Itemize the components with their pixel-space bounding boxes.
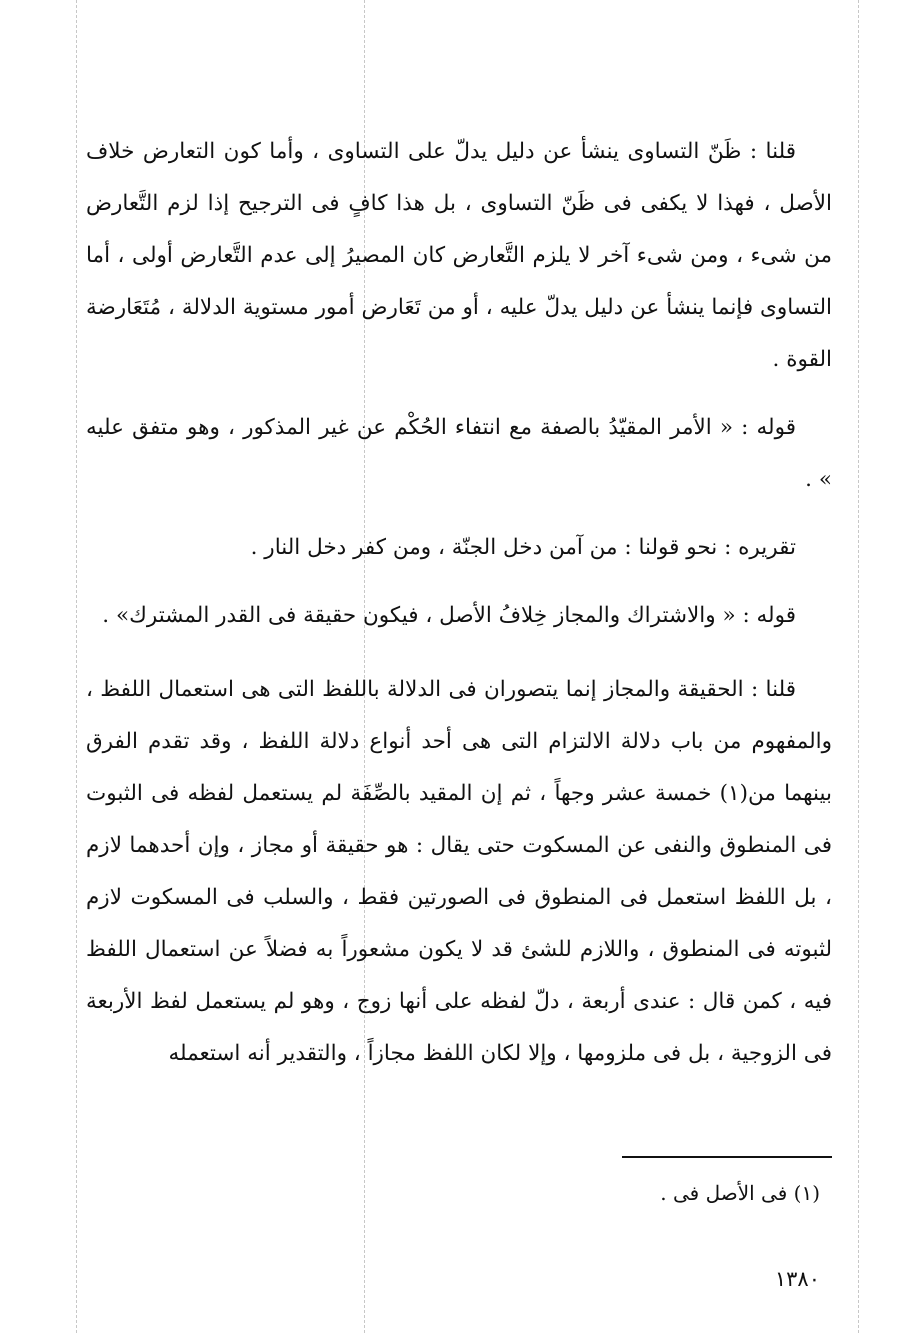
paragraph-2: قوله : « الأمر المقيّدُ بالصفة مع انتفاء الحُكْم عن غير المذكور ، وهو متفق عليه » . [86,415,832,492]
paragraph-5: قلنا : الحقيقة والمجاز إنما يتصوران فى الدلالة باللفظ التى هى استعمال اللفظ ، والمفهوم من باب دلالة الالتزام التى هى أحد أنواع دلالة اللفظ ، وقد تقدم الفرق بينهما من(١) خمسة عشر وجهاً ، ثم إن المقيد بالصِّفَة لم يستعمل لفظه فى الثبوت فى المنطوق والنفى عن المسكوت حتى يقال : هو حقيقة أو مجاز ، وإن أحدهما لازم ، بل اللفظ استعمل فى المنطوق فى الصورتين فقط ، والسلب فى المسكوت لازم لثبوته فى المنطوق ، واللازم للشئ قد لا يكون مشعوراً به فضلاً عن استعمال اللفظ فيه ، كمن قال : عندى أربعة ، دلّ لفظه على أنها زوج ، وهو لم يستعمل لفظ الأربعة فى الزوجية ، بل فى ملزومها ، وإلا لكان اللفظ مجازاً ، والتقدير أنه استعمله [86,677,832,1066]
paragraph-4: قوله : « والاشتراك والمجاز خِلافُ الأصل ، فيكون حقيقة فى القدر المشترك» . [102,603,796,628]
paragraph-1: قلنا : ظَنّ التساوى ينشأ عن دليل يدلّ على التساوى ، وأما كون التعارض خلاف الأصل ، فهذا لا يكفى فى ظَنّ التساوى ، بل هذا كافٍ فى الترجيح إذا لزم التَّعارض من شىء ، ومن شىء آخر لا يلزم التَّعارض كان المصيرُ إلى عدم التَّعارض أولى ، أما التساوى فإنما ينشأ عن دليل يدلّ عليه ، أو من تَعَارض أمور مستوية الدلالة ، مُتَعَارضة القوة . [86,139,832,372]
page-number: ١٣٨٠ [774,1267,820,1291]
footnote: (١) فى الأصل فى . [660,1181,820,1205]
scan-artifact-line-right [858,0,859,1333]
paragraph-3: تقريره : نحو قولنا : من آمن دخل الجنّة ، ومن كفر دخل النار . [250,535,796,560]
page-body [86,126,832,1096]
scan-artifact-line-left [76,0,77,1333]
footnote-separator [622,1156,832,1158]
